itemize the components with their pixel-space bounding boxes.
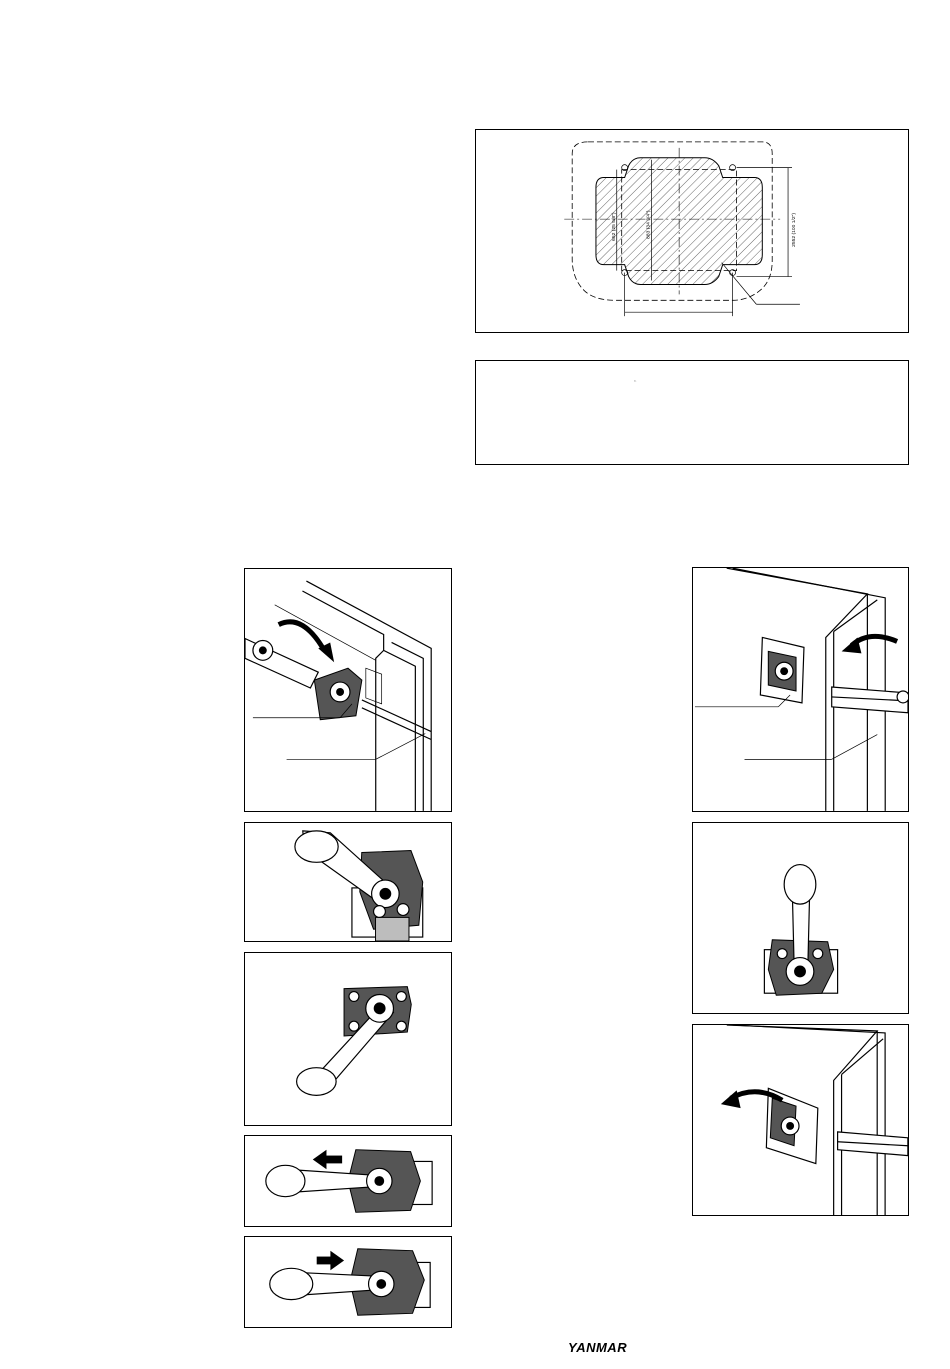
- lever-figure-3: [244, 1135, 452, 1227]
- lever-figure-5: [692, 822, 909, 1014]
- dimension-label: 883 (34 3/4"): [646, 210, 652, 239]
- mounting-template-figure: [475, 129, 909, 333]
- note-box: [475, 360, 909, 465]
- panel-removal-figure-right: [692, 1024, 909, 1216]
- dimension-label: 2552 (100 1/2"): [791, 212, 797, 247]
- panel-install-figure-right: [692, 567, 909, 812]
- template-drawing: [476, 130, 908, 332]
- dimension-label: 652 (25 5/8"): [611, 212, 617, 241]
- panel-install-figure-left: [244, 568, 452, 812]
- lever-figure-4: [244, 1236, 452, 1328]
- brand-logo: YANMAR: [568, 1340, 628, 1355]
- lever-figure-1: [244, 822, 452, 942]
- lever-figure-2: [244, 952, 452, 1126]
- pointing-hand-icon: [634, 375, 664, 393]
